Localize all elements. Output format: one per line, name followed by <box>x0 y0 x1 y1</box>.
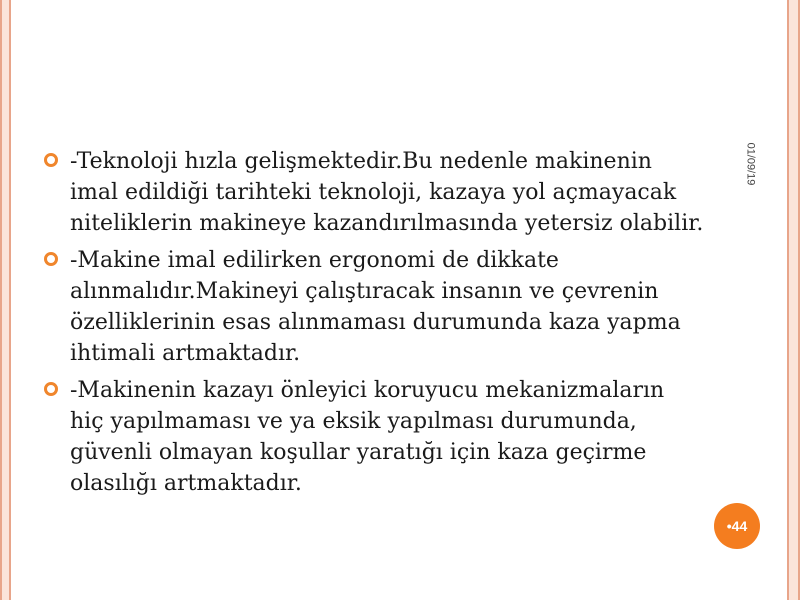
left-border-decoration <box>0 0 11 600</box>
slide-content <box>44 146 704 505</box>
bullet-text: -Makinenin kazayı önleyici koruyucu mekanizmaların hiç yapılmaması ve ya eksik yapılması durumunda, güvenli olmayan koşullar yaratığı için kaza geçirme olasılığı artmaktadır. <box>70 378 665 496</box>
slide-date <box>738 136 762 192</box>
bullet-item <box>44 245 704 369</box>
page-number: •44 <box>726 518 748 534</box>
circle-bullet-icon <box>44 153 58 167</box>
right-border-decoration <box>787 0 800 600</box>
bullet-item <box>44 375 704 499</box>
page-number-badge <box>714 503 760 549</box>
circle-bullet-icon <box>44 382 58 396</box>
circle-bullet-icon <box>44 252 58 266</box>
bullet-text: -Teknoloji hızla gelişmektedir.Bu nedenle makinenin imal edildiği tarihteki teknoloji, kazaya yol açmayacak niteliklerin makineye kazandırılmasında yetersiz olabilir. <box>70 149 704 236</box>
bullet-text: -Makine imal edilirken ergonomi de dikkate alınmalıdır.Makineyi çalıştıracak insanın ve çevrenin özelliklerinin esas alınmaması durumunda kaza yapma ihtimali artmaktadır. <box>70 248 681 366</box>
bullet-item <box>44 146 704 239</box>
slide-date-text: 01/09/19 <box>744 142 757 186</box>
